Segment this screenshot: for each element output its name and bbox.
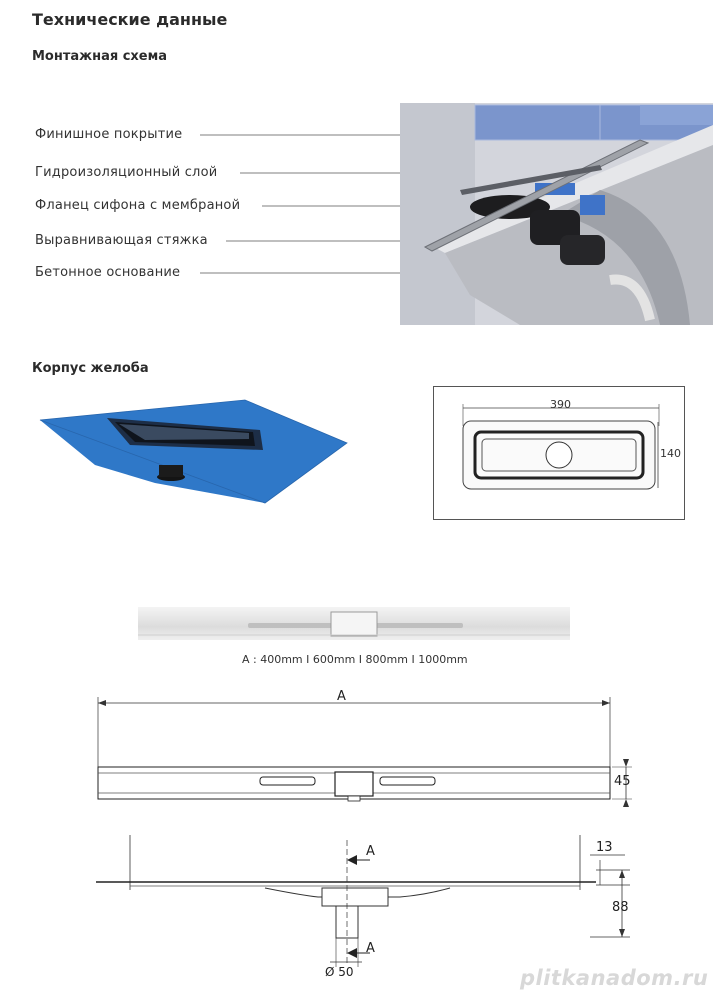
channel-product-photo xyxy=(138,607,570,640)
dimension-88-label: 88 xyxy=(612,900,629,915)
channel-membrane-image xyxy=(35,395,355,505)
section-heading-body: Корпус желоба xyxy=(32,361,149,376)
dimension-width-label: 390 xyxy=(550,398,571,411)
dimension-45-label: 45 xyxy=(614,774,631,789)
label-siphon-flange: Фланец сифона с мембраной xyxy=(35,198,241,213)
diameter-label: Ø 50 xyxy=(325,965,354,979)
section-marker-top: A xyxy=(366,844,375,859)
dimension-height-label: 140 xyxy=(660,447,681,460)
render-cutaway xyxy=(400,103,713,325)
label-waterproof-layer: Гидроизоляционный слой xyxy=(35,165,218,180)
dimension-a-label: A xyxy=(337,689,346,704)
dimension-13-label: 13 xyxy=(596,840,613,855)
installation-illustration xyxy=(0,95,713,330)
channel-dimension-drawing xyxy=(90,685,650,985)
label-finish-coating: Финишное покрытие xyxy=(35,127,183,142)
label-leveling-screed: Выравнивающая стяжка xyxy=(35,233,208,248)
lengths-caption: A : 400mm I 600mm I 800mm I 1000mm xyxy=(242,653,468,666)
watermark: plitkanadom.ru xyxy=(520,966,709,990)
label-concrete-base: Бетонное основание xyxy=(35,265,181,280)
section-marker-bottom: A xyxy=(366,941,375,956)
page-title: Технические данные xyxy=(32,10,228,29)
section-heading-installation: Монтажная схема xyxy=(32,49,168,64)
